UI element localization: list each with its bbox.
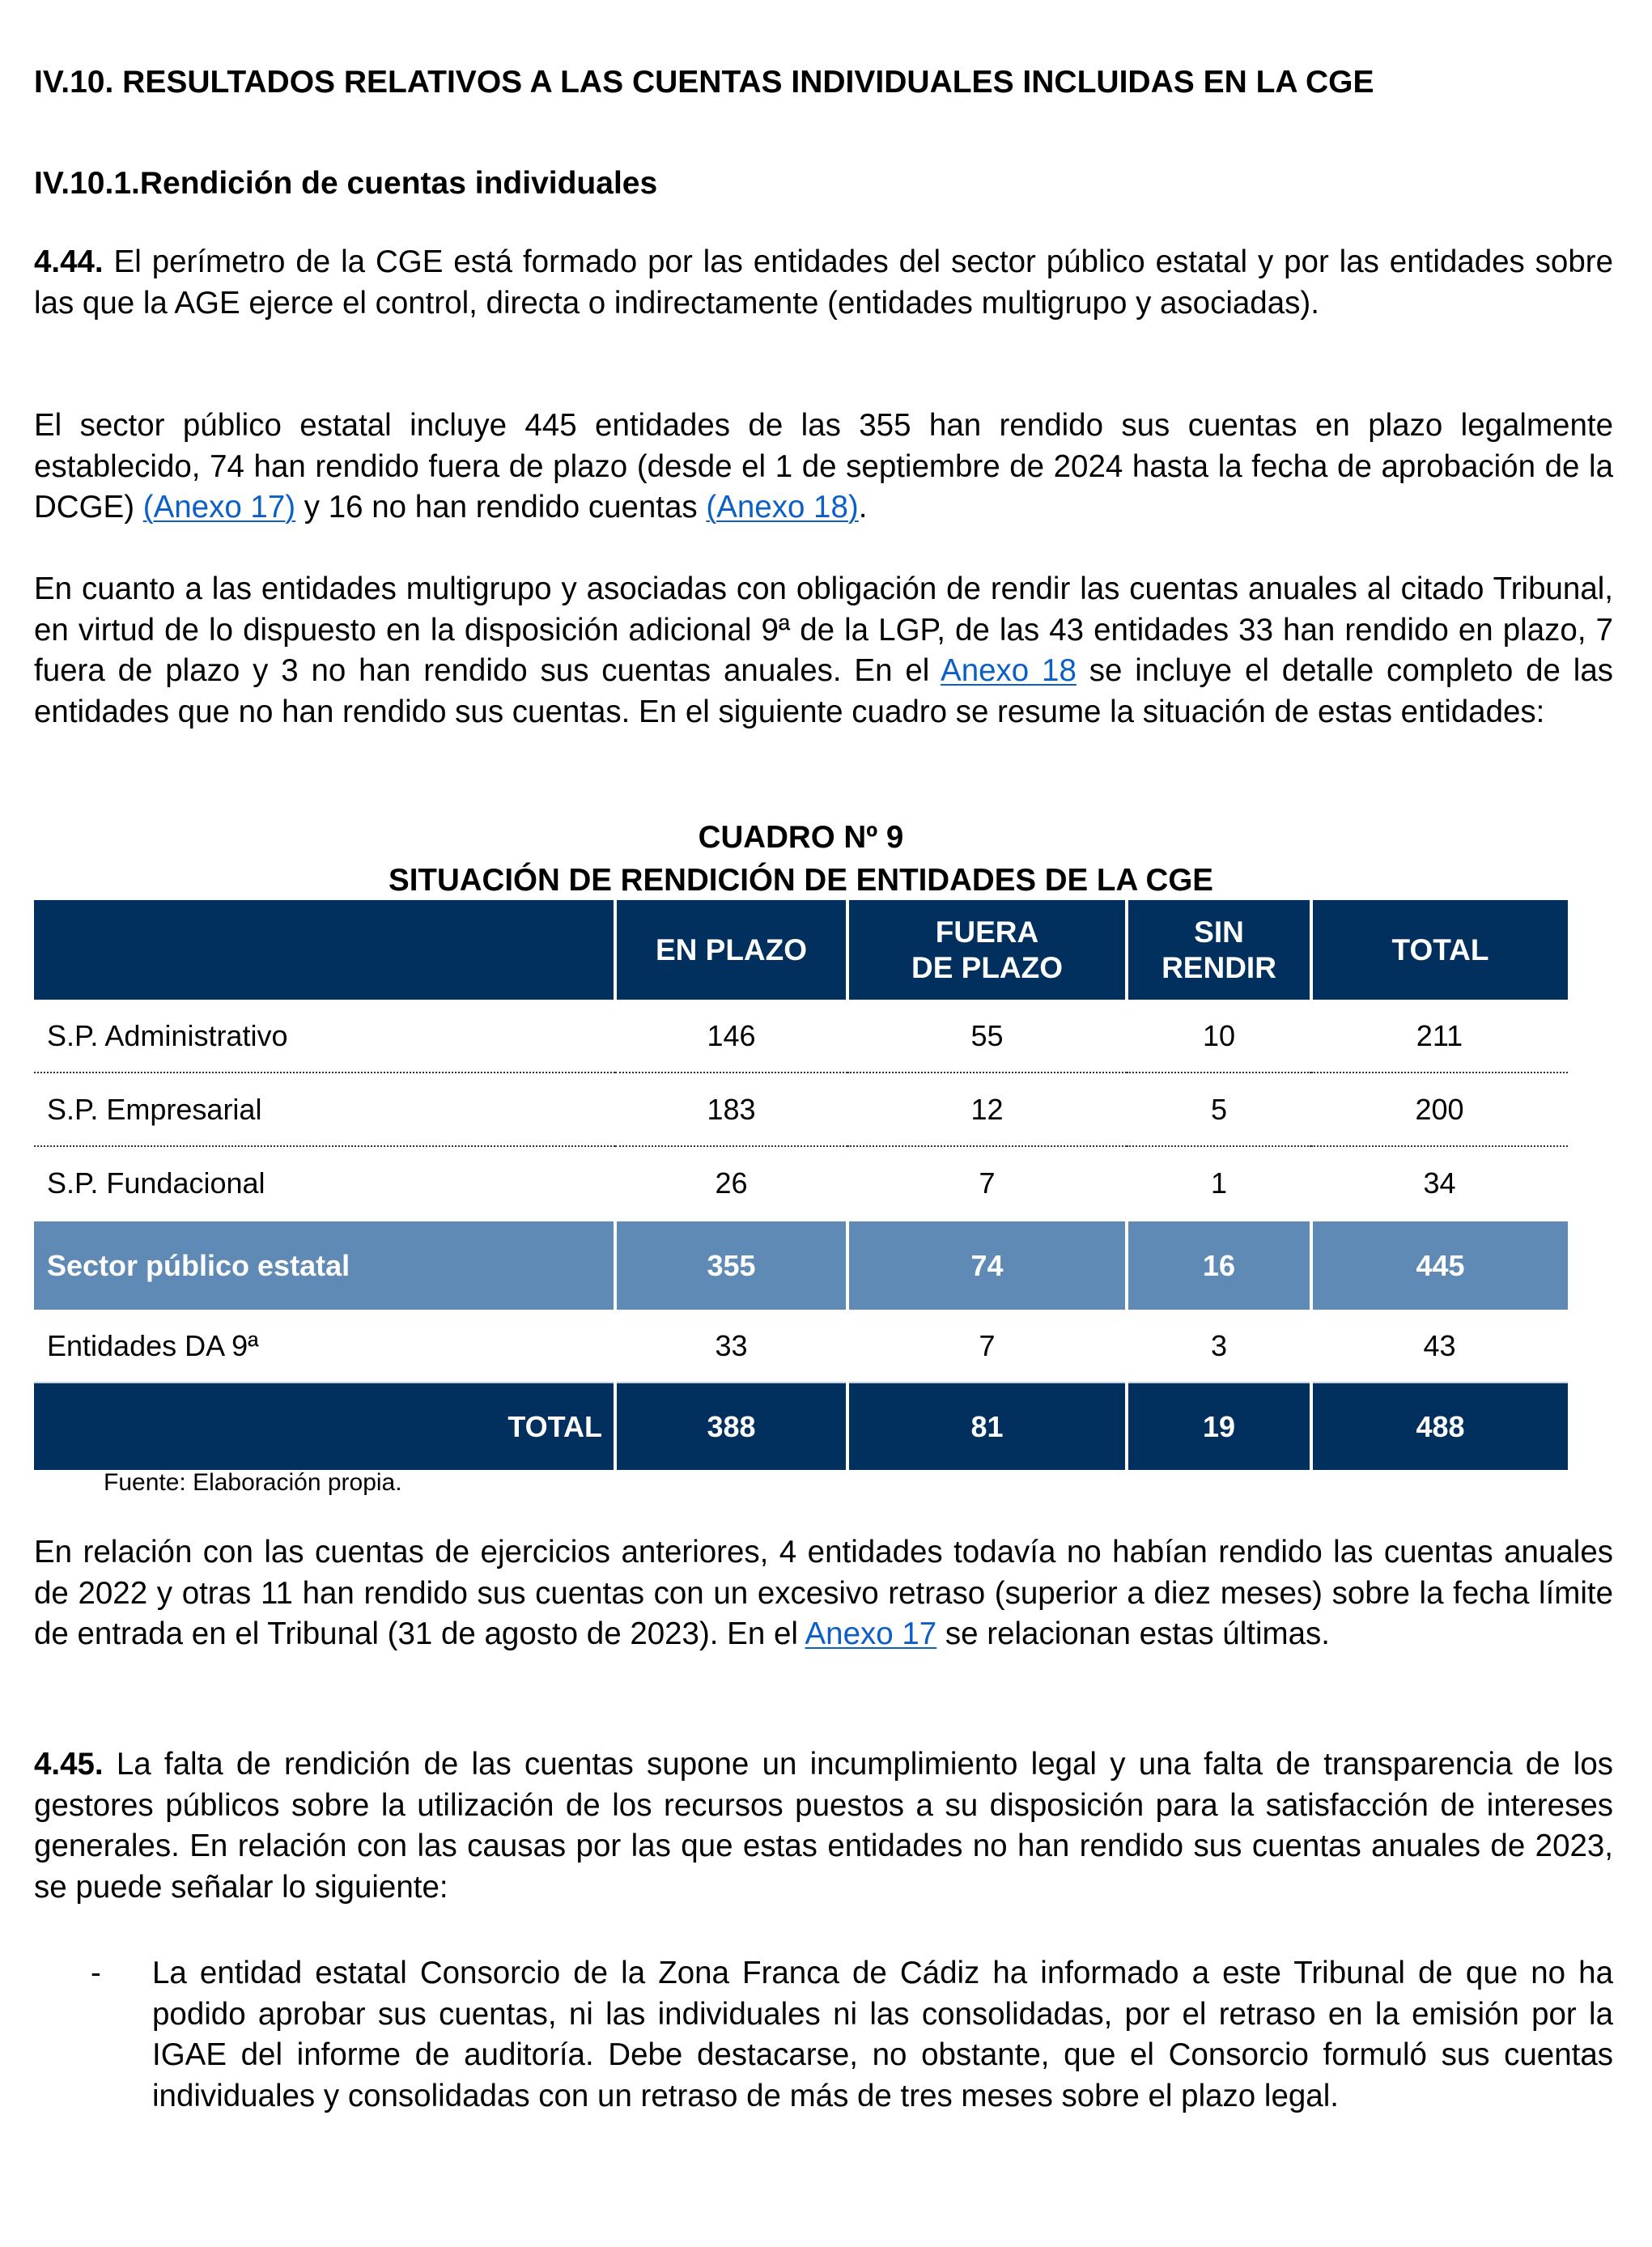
cell-sin-rendir: 16 [1127, 1221, 1311, 1310]
anexo-17-link[interactable]: Anexo 17 [805, 1616, 937, 1652]
bullet-dash-icon: - [91, 1956, 101, 1990]
header-sin-rendir [1127, 900, 1311, 1000]
header-label: FUERA [935, 915, 1039, 949]
header-label: SIN [1194, 915, 1244, 949]
cell-fuera-plazo: 12 [847, 1073, 1127, 1146]
paragraph-number: 4.44. [34, 244, 104, 279]
row-label: S.P. Administrativo [34, 1000, 615, 1073]
paragraph-sector-publico [34, 406, 1613, 529]
bullet-text: La entidad estatal Consorcio de la Zona Franca de Cádiz ha informado a este Tribunal de que no ha podido aprobar sus cuentas, ni las individuales ni las consolidadas, por el retraso en la emisión por la IGAE del informe de auditoría. Debe destacarse, no obstante, que el Consorcio formuló sus cuentas individuales y consolidadas con un retraso de más de tres meses sobre el plazo legal. [152, 1956, 1613, 2113]
table-row [34, 1000, 1568, 1073]
paragraph-text: y 16 no han rendido cuentas [295, 490, 707, 525]
cuadro-9-table [34, 900, 1568, 1470]
paragraph-ejercicios-anteriores [34, 1532, 1613, 1655]
cell-sin-rendir: 19 [1127, 1383, 1311, 1470]
total-row [34, 1383, 1568, 1470]
cell-sin-rendir: 5 [1127, 1073, 1311, 1146]
cell-sin-rendir: 3 [1127, 1310, 1311, 1383]
anexo-18-link[interactable]: Anexo 18 [941, 653, 1077, 689]
header-label: EN PLAZO [655, 932, 808, 966]
cell-en-plazo: 388 [615, 1383, 847, 1470]
paragraph-4-45 [34, 1744, 1613, 1908]
row-label: Entidades DA 9ª [34, 1310, 615, 1383]
cell-total: 43 [1311, 1310, 1568, 1383]
cell-en-plazo: 146 [615, 1000, 847, 1073]
row-label: TOTAL [34, 1383, 615, 1470]
cell-fuera-plazo: 55 [847, 1000, 1127, 1073]
paragraph-text: El sector público estatal incluye 445 entidades de las 355 han rendido sus cuentas en plazo legalmente establecido, 74 han rendido fuera de plazo (desde el 1 de septiembre de 2024 hasta la fecha de aprobación de la DCGE) [34, 408, 1613, 525]
paragraph-text: se incluye el detalle completo de las entidades que no han rendido sus cuentas. En el siguiente cuadro se resume la situación de estas entidades: [34, 653, 1614, 729]
paragraph-number: 4.45. [34, 1747, 104, 1782]
header-label: DE PLAZO [911, 950, 1064, 984]
subsection-heading: IV.10.1.Rendición de cuentas individuales [34, 166, 658, 201]
header-total [1311, 900, 1568, 1000]
paragraph-text: se relacionan estas últimas. [936, 1616, 1330, 1652]
header-en-plazo [615, 900, 847, 1000]
cell-total: 200 [1311, 1073, 1568, 1146]
cell-en-plazo: 26 [715, 1166, 748, 1200]
row-label: S.P. Empresarial [34, 1073, 615, 1146]
cell-total: 211 [1311, 1000, 1568, 1073]
table-row [34, 1146, 1568, 1221]
cell-fuera-plazo: 7 [979, 1166, 996, 1200]
table-source-note: Fuente: Elaboración propia. [104, 1469, 402, 1496]
cell-fuera-plazo: 81 [847, 1383, 1127, 1470]
table-title-number: CUADRO Nº 9 [698, 820, 904, 855]
table-row [34, 1310, 1568, 1383]
cell-sin-rendir: 1 [1210, 1166, 1228, 1200]
row-label: Sector público estatal [34, 1221, 615, 1310]
table-title: SITUACIÓN DE RENDICIÓN DE ENTIDADES DE LA CGE [389, 863, 1213, 898]
cell-total: 34 [1423, 1166, 1456, 1200]
table-header-row [34, 900, 1568, 1000]
anexo-17-link[interactable]: (Anexo 17) [142, 490, 296, 525]
header-label: TOTAL [1391, 932, 1489, 966]
cell-total: 445 [1311, 1221, 1568, 1310]
paragraph-text: . [858, 490, 868, 525]
header-label: RENDIR [1161, 950, 1276, 984]
paragraph-text: En cuanto a las entidades multigrupo y asociadas con obligación de rendir las cuentas anuales al citado Tribunal, en virtud de lo dispuesto en la disposición adicional 9ª de la LGP, de las 43 entidades 33 han rendido en plazo, 7 fuera de plazo y 3 no han rendido sus cuentas anuales. En el [34, 571, 1613, 689]
header-fuera-plazo [847, 900, 1127, 1000]
paragraph-text: El perímetro de la CGE está formado por las entidades del sector público estatal y por las entidades sobre las que la AGE ejerce el control, directa o indirectamente (entidades multigrupo y asociadas). [34, 244, 1613, 321]
paragraph-4-44 [34, 242, 1613, 324]
paragraph-text: La falta de rendición de las cuentas supone un incumplimiento legal y una falta de transparencia de los gestores públicos sobre la utilización de los recursos puestos a su disposición para la satisfacción de intereses generales. En relación con las causas por las que estas entidades no han rendido sus cuentas anuales de 2023, se puede señalar lo siguiente: [34, 1747, 1613, 1905]
paragraph-text: En relación con las cuentas de ejercicios anteriores, 4 entidades todavía no habían rendido las cuentas anuales de 2022 y otras 11 han rendido sus cuentas con un excesivo retraso (superior a diez meses) sobre la fecha límite de entrada en el Tribunal (31 de agosto de 2023). En el [34, 1535, 1613, 1652]
cell-total: 488 [1311, 1383, 1568, 1470]
cell-en-plazo: 183 [615, 1073, 847, 1146]
cell-sin-rendir: 10 [1127, 1000, 1311, 1073]
cell-fuera-plazo: 7 [847, 1310, 1127, 1383]
cell-en-plazo: 355 [615, 1221, 847, 1310]
anexo-18-link[interactable]: (Anexo 18) [706, 490, 859, 525]
cell-fuera-plazo: 74 [847, 1221, 1127, 1310]
table-row [34, 1073, 1568, 1146]
subtotal-row [34, 1221, 1568, 1310]
paragraph-multigrupo [34, 569, 1613, 733]
row-label: S.P. Fundacional [47, 1166, 265, 1200]
cell-en-plazo: 33 [615, 1310, 847, 1383]
header-blank [34, 900, 615, 1000]
section-heading: IV.10. RESULTADOS RELATIVOS A LAS CUENTAS INDIVIDUALES INCLUIDAS EN LA CGE [34, 65, 1374, 100]
